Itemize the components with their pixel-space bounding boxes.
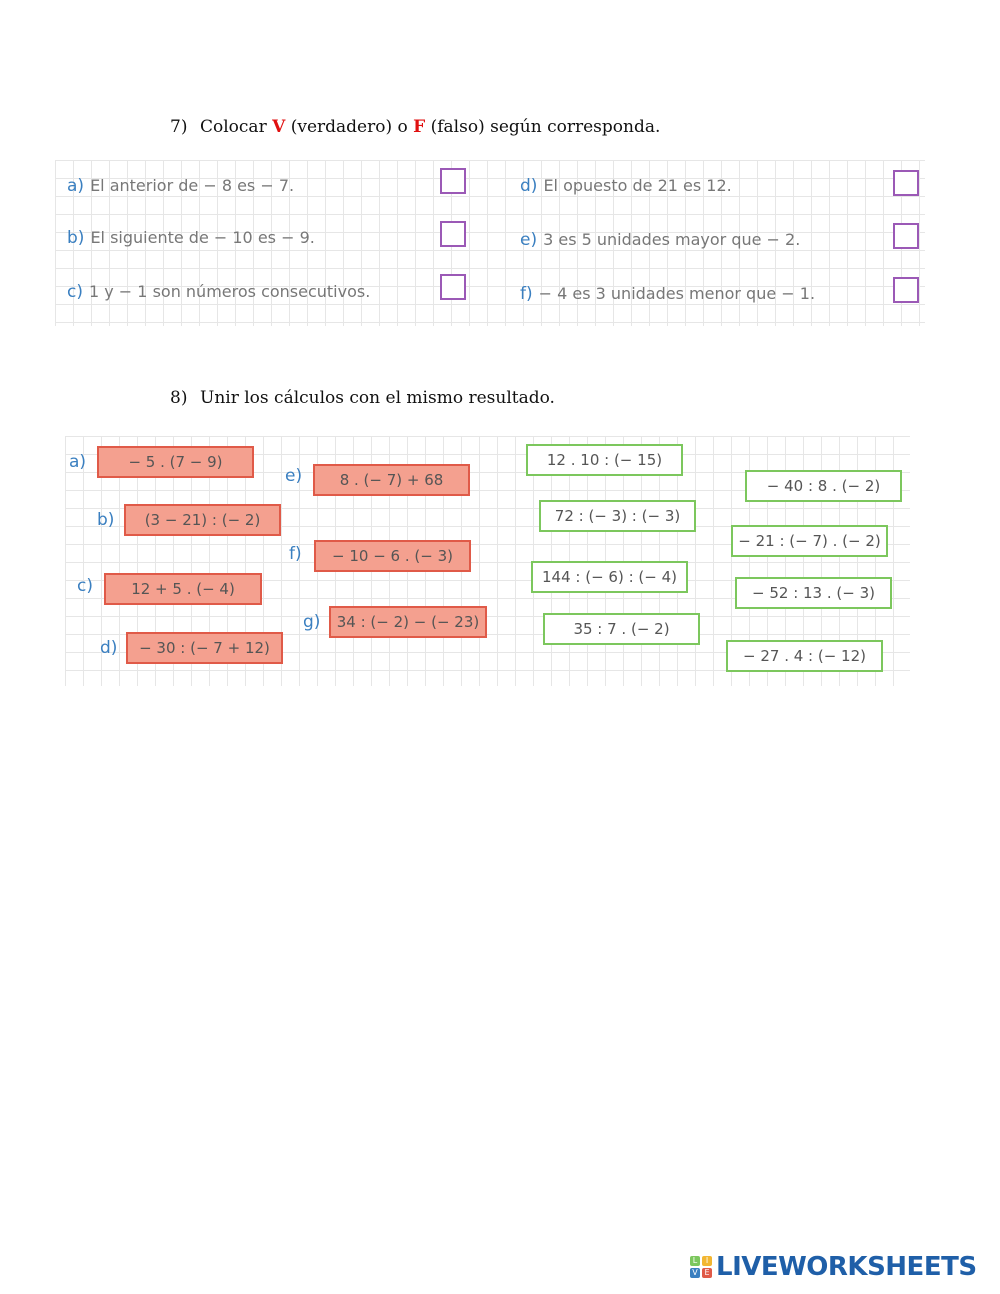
statement-d: d) El opuesto de 21 es 12. [520, 176, 732, 196]
result-box-2[interactable]: 72 : (− 3) : (− 3) [539, 500, 696, 532]
calc-box-f[interactable]: − 10 − 6 . (− 3) [314, 540, 471, 572]
answer-box-e[interactable] [893, 223, 919, 249]
label-f: f) [289, 544, 302, 564]
matching-panel [65, 436, 910, 686]
answer-box-d[interactable] [893, 170, 919, 196]
true-false-panel [55, 160, 925, 326]
false-letter: F [413, 117, 426, 137]
instruction-text: Unir los cálculos con el mismo resultado. [200, 388, 555, 408]
question-number: 7) [170, 117, 188, 137]
calc-box-b[interactable]: (3 − 21) : (− 2) [124, 504, 281, 536]
result-box-4[interactable]: 35 : 7 . (− 2) [543, 613, 700, 645]
label-c: c) [77, 576, 93, 596]
label-g: g) [303, 612, 321, 632]
true-letter: V [272, 117, 286, 137]
result-box-3[interactable]: 144 : (− 6) : (− 4) [531, 561, 688, 593]
result-box-8[interactable]: − 27 . 4 : (− 12) [726, 640, 883, 672]
instruction-text: (falso) según corresponda. [425, 117, 661, 137]
label-d: d) [100, 638, 118, 658]
label-b: b) [97, 510, 115, 530]
answer-box-f[interactable] [893, 277, 919, 303]
calc-box-a[interactable]: − 5 . (7 − 9) [97, 446, 254, 478]
result-box-5[interactable]: − 40 : 8 . (− 2) [745, 470, 902, 502]
question-number: 8) [170, 388, 188, 408]
liveworksheets-logo [690, 1252, 977, 1282]
statement-b: b) El siguiente de − 10 es − 9. [67, 228, 315, 248]
statement-a: a) El anterior de − 8 es − 7. [67, 176, 295, 196]
calc-box-g[interactable]: 34 : (− 2) − (− 23) [329, 606, 487, 638]
answer-box-b[interactable] [440, 221, 466, 247]
question-8-title [170, 388, 555, 408]
answer-box-a[interactable] [440, 168, 466, 194]
instruction-text: Colocar [200, 117, 273, 137]
statement-f: f) − 4 es 3 unidades menor que − 1. [520, 284, 816, 304]
result-box-7[interactable]: − 52 : 13 . (− 3) [735, 577, 892, 609]
calc-box-c[interactable]: 12 + 5 . (− 4) [104, 573, 262, 605]
result-box-1[interactable]: 12 . 10 : (− 15) [526, 444, 683, 476]
result-box-6[interactable]: − 21 : (− 7) . (− 2) [731, 525, 888, 557]
logo-text: LIVEWORKSHEETS [716, 1252, 977, 1282]
instruction-text: (verdadero) o [285, 117, 414, 137]
statement-c: c) 1 y − 1 son números consecutivos. [67, 282, 371, 302]
calc-box-d[interactable]: − 30 : (− 7 + 12) [126, 632, 283, 664]
label-a: a) [69, 452, 87, 472]
answer-box-c[interactable] [440, 274, 466, 300]
label-e: e) [285, 466, 303, 486]
question-7-title [170, 117, 660, 137]
statement-e: e) 3 es 5 unidades mayor que − 2. [520, 230, 801, 250]
logo-mark-icon: L I V E [690, 1256, 712, 1278]
calc-box-e[interactable]: 8 . (− 7) + 68 [313, 464, 470, 496]
